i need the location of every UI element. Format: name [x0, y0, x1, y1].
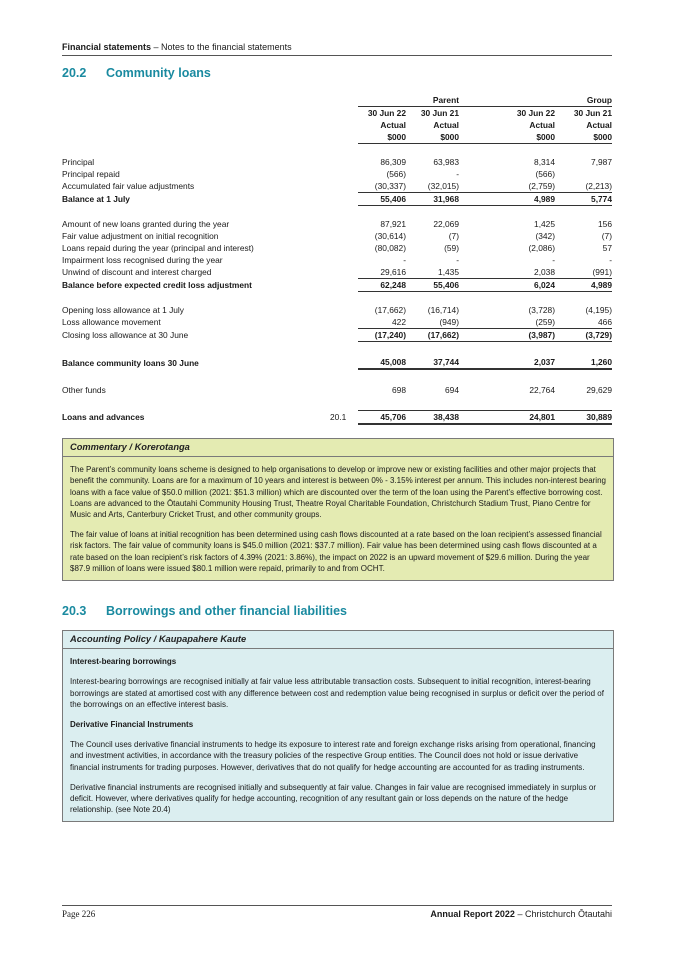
cell: 1,260 — [555, 356, 612, 369]
cell: 57 — [602, 243, 612, 253]
row-label: Impairment loss recognised during the year — [62, 255, 223, 265]
table-row — [62, 242, 612, 254]
table-header-row-unit — [62, 131, 612, 144]
table-header-row-basis — [62, 119, 612, 131]
running-footer — [62, 905, 612, 919]
cell: 22,764 — [529, 385, 555, 395]
policy-paragraph: The Council uses derivative financial instruments to hedge its exposure to interest rate and foreign exchange risks arising from operational, financing and investment activities, in accordance with the treasury policies of the respective Group entities. The Council does not hold or issue derivative financial instruments for trading purposes. However, derivatives that do not qualify for hedge accounting are accounted for as trading instruments. — [70, 740, 596, 772]
cell: (566) — [535, 169, 555, 179]
col-head: $000 — [555, 131, 612, 144]
running-header — [62, 42, 612, 56]
row-label: Balance before expected credit loss adjustment — [62, 280, 252, 290]
table-row-total — [62, 411, 612, 425]
table-row — [62, 304, 612, 316]
cell: 6,024 — [459, 279, 555, 292]
cell: (7) — [448, 231, 459, 241]
cell: - — [552, 255, 555, 265]
policy-subheading: Interest-bearing borrowings — [70, 657, 177, 667]
row-label: Principal repaid — [62, 169, 120, 179]
cell: (2,213) — [585, 181, 612, 191]
group-group-label: Group — [586, 95, 612, 105]
table-row-subtotal — [62, 279, 612, 292]
table-header-row-date — [62, 107, 612, 120]
cell: 29,629 — [586, 385, 612, 395]
cell: 55,406 — [406, 279, 459, 292]
section-heading-borrowings — [62, 604, 347, 618]
col-head: 30 Jun 21 — [406, 107, 459, 120]
col-head: Actual — [529, 120, 555, 130]
col-head: 30 Jun 22 — [358, 107, 406, 120]
row-label: Principal — [62, 157, 95, 167]
col-head: Actual — [380, 120, 406, 130]
row-label: Accumulated fair value adjustments — [62, 181, 195, 192]
cell: 38,438 — [406, 411, 459, 425]
commentary-box — [62, 438, 614, 581]
cell: (949) — [439, 317, 459, 327]
cell: 698 — [392, 385, 406, 395]
policy-title: Accounting Policy / Kaupapahere Kaute — [70, 634, 247, 644]
section-title: Community loans — [106, 66, 211, 80]
cell: 422 — [392, 317, 406, 327]
header-section: Financial statements — [62, 42, 152, 52]
cell — [555, 168, 612, 180]
col-head: $000 — [406, 131, 459, 144]
table-row — [62, 218, 612, 230]
policy-subheading: Derivative Financial Instruments — [70, 720, 194, 730]
cell: (80,082) — [374, 243, 406, 253]
cell: 466 — [598, 317, 612, 327]
cell: (342) — [535, 231, 555, 241]
table-row — [62, 254, 612, 266]
cell: 4,989 — [459, 193, 555, 206]
cell: - — [456, 255, 459, 265]
report-title-bold: Annual Report 2022 — [430, 909, 515, 919]
cell: 45,706 — [358, 411, 406, 425]
col-head: 30 Jun 21 — [555, 107, 612, 120]
row-label: Opening loss allowance at 1 July — [62, 305, 184, 315]
row-label: Other funds — [62, 385, 106, 395]
cell: 156 — [598, 219, 612, 229]
cell: (2,759) — [528, 181, 555, 191]
report-title — [430, 909, 612, 919]
cell: 29,616 — [380, 267, 406, 277]
table-row — [62, 384, 612, 396]
table-row — [62, 230, 612, 242]
cell: (17,662) — [406, 329, 459, 342]
table-row-subtotal — [62, 193, 612, 206]
accounting-policy-box — [62, 630, 614, 822]
cell: (17,240) — [358, 329, 406, 342]
row-label: Loss allowance movement — [62, 317, 161, 328]
cell: 55,406 — [358, 193, 406, 206]
section-number: 20.3 — [62, 604, 87, 618]
row-label: Loans and advances — [62, 412, 145, 423]
cell: 31,968 — [406, 193, 459, 206]
col-head: $000 — [358, 131, 406, 144]
table-row — [62, 266, 612, 279]
col-head: 30 Jun 22 — [459, 107, 555, 120]
section-heading-community-loans — [62, 66, 211, 80]
cell: (3,728) — [528, 305, 555, 315]
cell: 63,983 — [433, 157, 459, 167]
cell: 30,889 — [555, 411, 612, 425]
col-head: $000 — [459, 131, 555, 144]
page-number: Page 226 — [62, 909, 96, 919]
cell: (259) — [535, 317, 555, 327]
section-number: 20.2 — [62, 66, 87, 80]
cell: (59) — [444, 243, 459, 253]
table-row — [62, 168, 612, 180]
cell: (991) — [592, 267, 612, 277]
cell: - — [403, 255, 406, 265]
cell: 45,008 — [358, 356, 406, 369]
table-row — [62, 156, 612, 168]
cell: (566) — [386, 169, 406, 179]
cell: 37,744 — [406, 356, 459, 369]
cell: 2,037 — [459, 356, 555, 369]
commentary-paragraph: The fair value of loans at initial recognition has been determined using cash flows discounted at a rate based on the loan recipient’s assessed financial risk factors. The fair value of community loans is $45.0 million (2021: $37.7 million). Fair value has been determined using cash flows discounted at a rate based on the loan recipient’s risk factors of 4.39% (2021: 3.86%), the impact on 2022 is an upward movement of $29.6 million. During the year $87.9 million of loans were issued $80.1 million were repaid, primarily to and from OCHT. — [70, 530, 602, 573]
cell: 5,774 — [555, 193, 612, 206]
table-row — [62, 316, 612, 329]
cell: (17,662) — [374, 305, 406, 315]
commentary-title: Commentary / Korerotanga — [70, 442, 190, 452]
row-label: Unwind of discount and interest charged — [62, 267, 212, 278]
cell: 22,069 — [433, 219, 459, 229]
header-subsection: – Notes to the financial statements — [151, 42, 292, 52]
cell: 2,038 — [534, 267, 555, 277]
cell: 694 — [445, 385, 459, 395]
community-loans-table — [62, 94, 612, 425]
cell: (3,987) — [459, 329, 555, 342]
cell: 1,425 — [534, 219, 555, 229]
cell: 4,989 — [555, 279, 612, 292]
table-row-total — [62, 356, 612, 369]
note-ref: 20.1 — [330, 412, 347, 423]
cell: 1,435 — [438, 267, 459, 277]
col-head: Actual — [433, 120, 459, 130]
report-title-rest: – Christchurch Ōtautahi — [514, 909, 612, 919]
row-label: Amount of new loans granted during the year — [62, 219, 230, 229]
row-label: Balance at 1 July — [62, 194, 130, 204]
cell: (2,086) — [528, 243, 555, 253]
col-head: Actual — [586, 120, 612, 130]
cell: - — [456, 169, 459, 179]
table-group-header-row — [62, 94, 612, 107]
cell: (4,195) — [585, 305, 612, 315]
cell: 87,921 — [380, 219, 406, 229]
cell: (30,614) — [374, 231, 406, 241]
section-title: Borrowings and other financial liabilities — [106, 604, 348, 618]
parent-group-label: Parent — [432, 95, 459, 105]
cell: 24,801 — [459, 411, 555, 425]
cell: (30,337) — [374, 181, 406, 191]
commentary-paragraph: The Parent’s community loans scheme is designed to help organisations to develop or improve new or existing facilities and other major projects that benefit the community. Loans are for a maximum of 10 years and interest is between 0% - 3.15% interest per annum. This includes non-interest bearing loans with a face value of $50.0 million (2021: $51.3 million) which are discounted over the term of the loan using the Parent’s effective borrowing cost. Loans are advanced to the Ōtautahi Community Housing Trust, Theatre Royal Charitable Foundation, Christchurch Stadium Trust, Piano Centre for Music and Arts, Canterbury Cricket Trust, and other community groups. — [70, 465, 606, 520]
row-label: Closing loss allowance at 30 June — [62, 330, 189, 340]
policy-paragraph: Interest-bearing borrowings are recognised initially at fair value less attributable transaction costs. Subsequent to initial recognition, interest-bearing borrowings are stated at amortised cost with any difference between cost and redemption value being recognised in surplus or deficit over the period of the borrowings on an effective interest basis. — [70, 677, 604, 709]
table-row — [62, 180, 612, 193]
cell: - — [609, 255, 612, 265]
row-label: Fair value adjustment on initial recognition — [62, 231, 219, 241]
cell: 7,987 — [591, 157, 612, 167]
table-row-subtotal — [62, 329, 612, 342]
cell: 86,309 — [380, 157, 406, 167]
cell: 8,314 — [534, 157, 555, 167]
cell: (32,015) — [427, 181, 459, 191]
cell: 62,248 — [358, 279, 406, 292]
cell: (16,714) — [427, 305, 459, 315]
cell: (3,729) — [555, 329, 612, 342]
policy-paragraph: Derivative financial instruments are recognised initially and subsequently at fair value. Changes in fair value are recognised immediately in surplus or deficit. However, where derivatives qualify for hedge accounting, recognition of any resultant gain or loss depends on the nature of the hedge relationship. (see Note 20.4) — [70, 782, 597, 815]
row-label: Loans repaid during the year (principal and interest) — [62, 243, 254, 253]
row-label: Balance community loans 30 June — [62, 357, 199, 368]
cell: (7) — [601, 231, 612, 241]
